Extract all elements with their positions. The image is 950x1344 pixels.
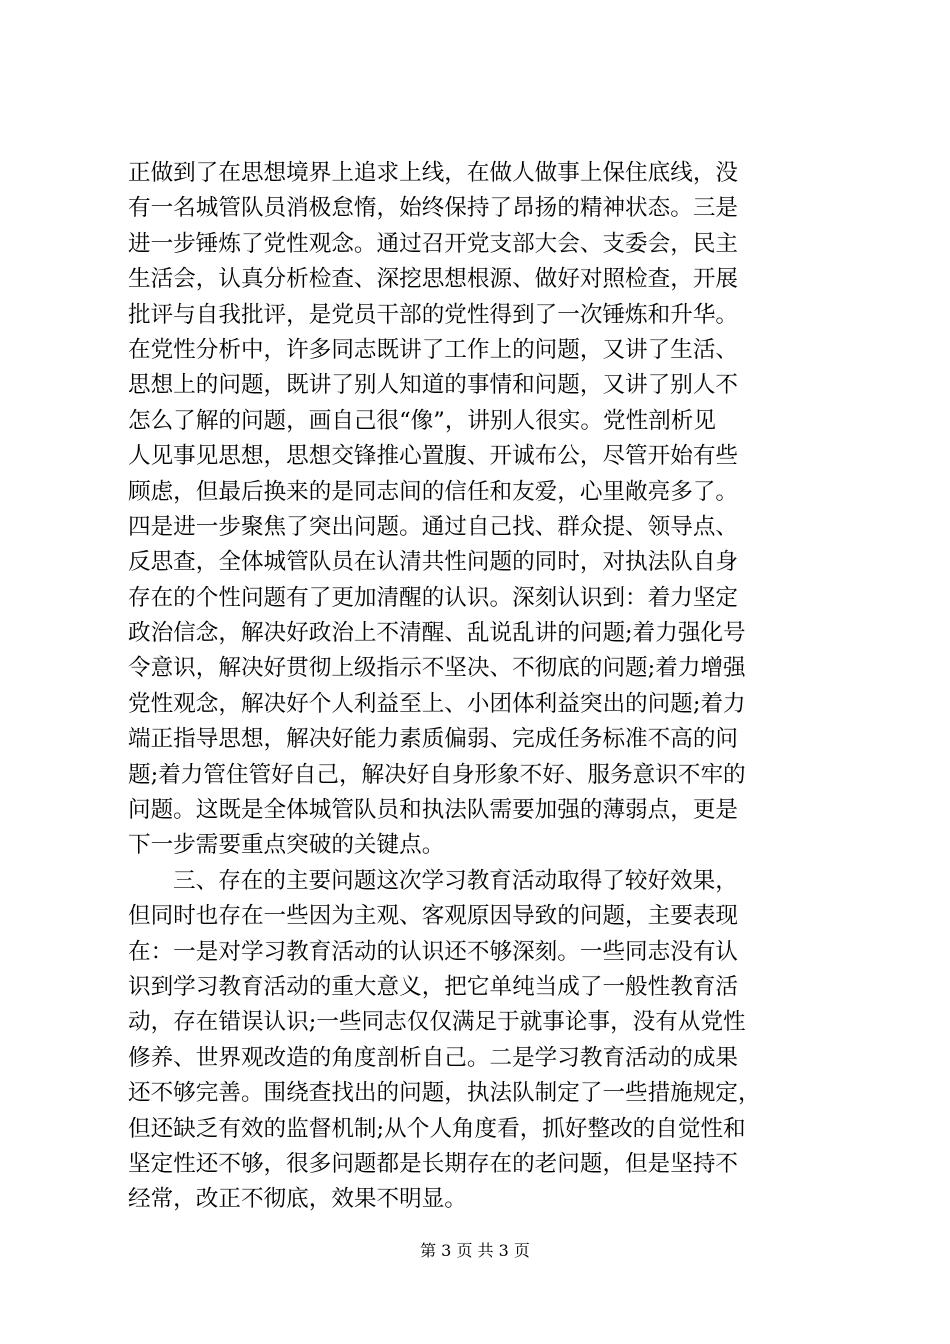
text-line: 政治信念，解决好政治上不清醒、乱说乱讲的问题;着力强化号 bbox=[128, 620, 746, 647]
text-line: 还不够完善。围绕查找出的问题，执法队制定了一些措施规定， bbox=[128, 1080, 761, 1107]
text-line: 人见事见思想，思想交锋推心置腹、开诚布公，尽管开始有些 bbox=[128, 443, 739, 470]
text-line: 怎么了解的问题，画自己很“像”，讲别人很实。党性剖析见 bbox=[128, 407, 716, 434]
text-line: 党性观念，解决好个人利益至上、小团体利益突出的问题;着力 bbox=[128, 690, 746, 717]
text-line: 经常，改正不彻底，效果不明显。 bbox=[128, 1186, 467, 1213]
text-line: 修养、世界观改造的角度剖析自己。二是学习教育活动的成果 bbox=[128, 1044, 739, 1071]
text-line: 端正指导思想，解决好能力素质偏弱、完成任务标准不高的问 bbox=[128, 726, 739, 753]
text-line: 但还缺乏有效的监督机制;从个人角度看，抓好整改的自觉性和 bbox=[128, 1115, 746, 1142]
text-line: 四是进一步聚焦了突出问题。通过自己找、群众提、领导点、 bbox=[128, 513, 739, 540]
text-line: 识到学习教育活动的重大意义，把它单纯当成了一般性教育活 bbox=[128, 973, 739, 1000]
text-line: 生活会，认真分析检查、深挖思想根源、做好对照检查，开展 bbox=[128, 266, 739, 293]
text-line: 顾虑，但最后换来的是同志间的信任和友爱，心里敞亮多了。 bbox=[128, 478, 739, 505]
text-line: 正做到了在思想境界上追求上线，在做人做事上保住底线，没 bbox=[128, 160, 739, 186]
page-number-footer: 第 3 页 共 3 页 bbox=[420, 1241, 530, 1260]
text-line: 存在的个性问题有了更加清醒的认识。深刻认识到：着力坚定 bbox=[128, 584, 739, 611]
text-line: 进一步锤炼了党性观念。通过召开党支部大会、支委会，民主 bbox=[128, 230, 739, 257]
text-line: 思想上的问题，既讲了别人知道的事情和问题，又讲了别人不 bbox=[128, 372, 739, 399]
text-line: 批评与自我批评，是党员干部的党性得到了一次锤炼和升华。 bbox=[128, 301, 739, 328]
body-text bbox=[128, 156, 828, 1218]
text-line: 令意识，解决好贯彻上级指示不坚决、不彻底的问题;着力增强 bbox=[128, 655, 746, 682]
text-line: 但同时也存在一些因为主观、客观原因导致的问题，主要表现 bbox=[128, 903, 739, 930]
text-line: 反思查，全体城管队员在认清共性问题的同时，对执法队自身 bbox=[128, 549, 739, 576]
text-line: 下一步需要重点突破的关键点。 bbox=[128, 832, 445, 859]
paragraph-heading-line: 三、存在的主要问题这次学习教育活动取得了较好效果， bbox=[173, 867, 738, 894]
text-line: 在党性分析中，许多同志既讲了工作上的问题，又讲了生活、 bbox=[128, 336, 739, 363]
text-line: 问题。这既是全体城管队员和执法队需要加强的薄弱点，更是 bbox=[128, 797, 739, 824]
text-line: 题;着力管住管好自己，解决好自身形象不好、服务意识不牢的 bbox=[128, 761, 746, 788]
text-line: 有一名城管队员消极怠惰，始终保持了昂扬的精神状态。三是 bbox=[128, 195, 739, 222]
text-line: 坚定性还不够，很多问题都是长期存在的老问题，但是坚持不 bbox=[128, 1150, 739, 1177]
text-line: 在：一是对学习教育活动的认识还不够深刻。一些同志没有认 bbox=[128, 938, 739, 965]
text-line: 动，存在错误认识;一些同志仅仅满足于就事论事，没有从党性 bbox=[128, 1009, 746, 1036]
